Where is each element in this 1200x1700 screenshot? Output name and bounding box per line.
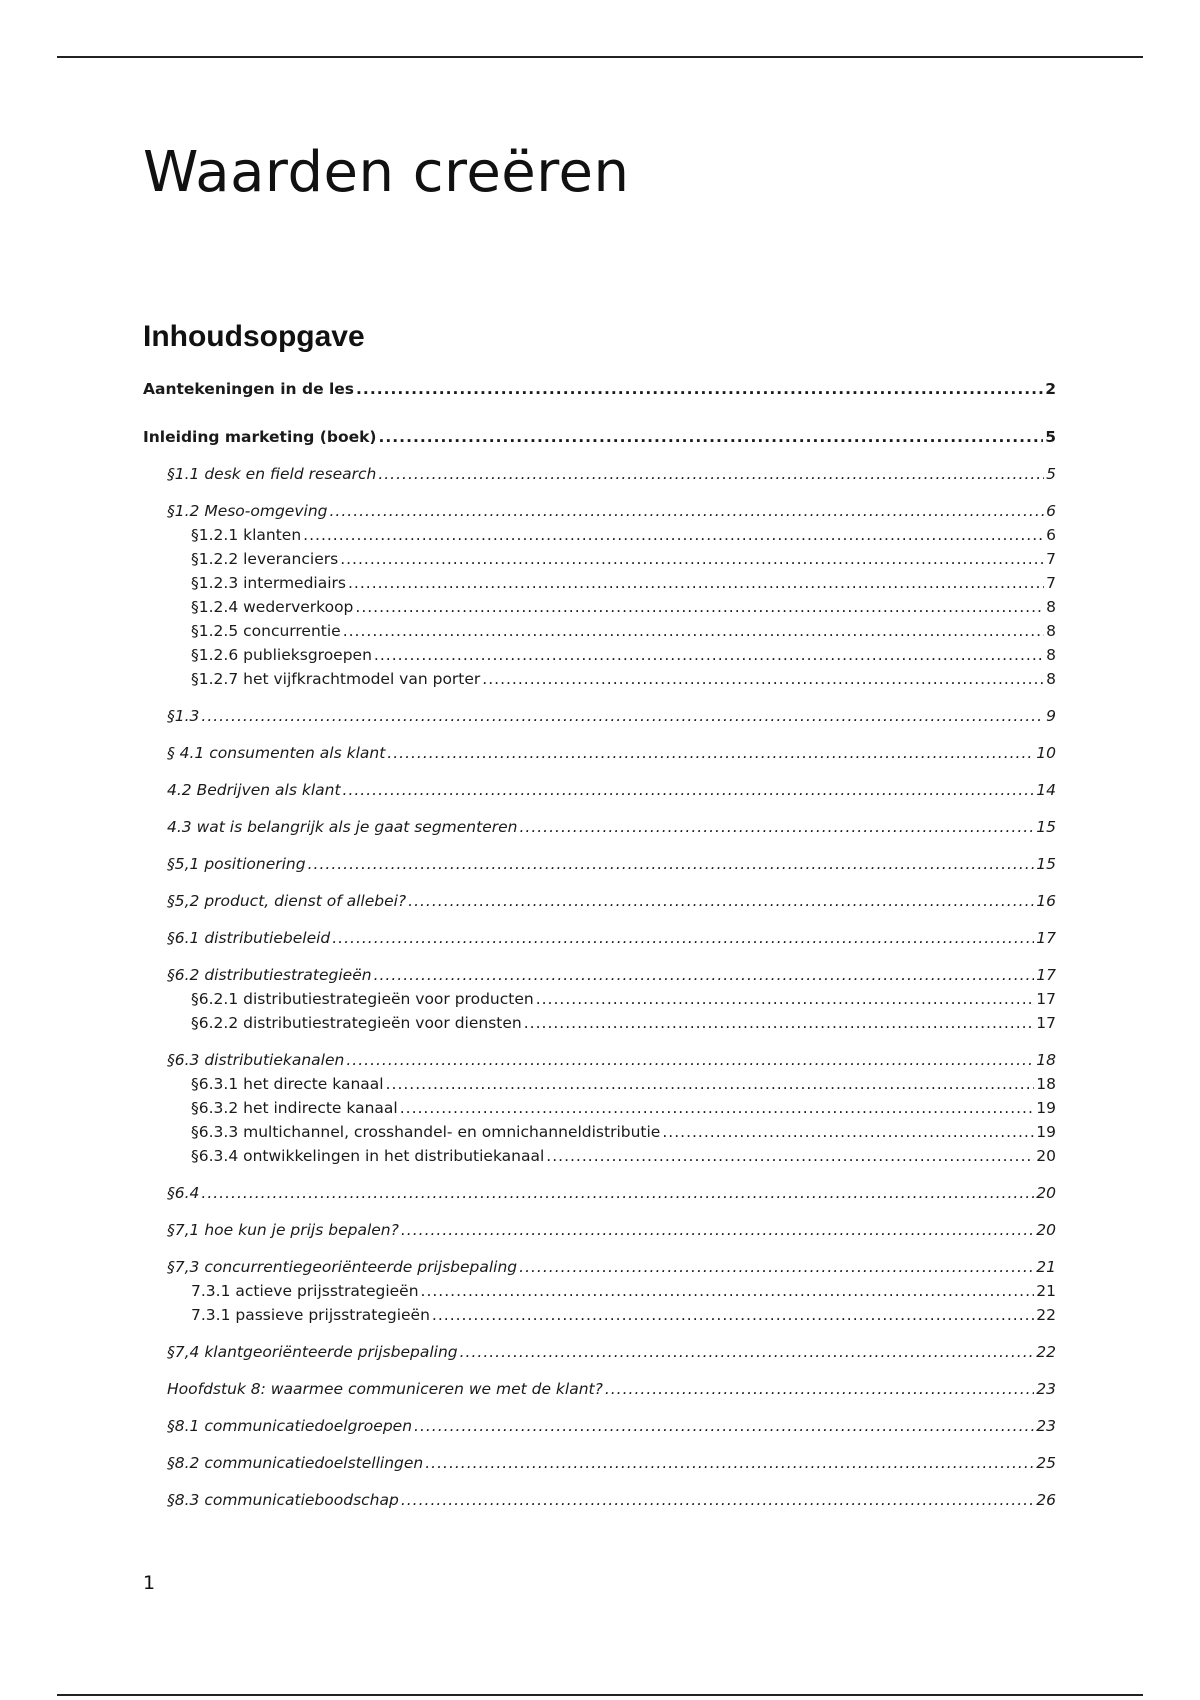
toc-entry[interactable] bbox=[143, 1343, 1056, 1367]
toc-leader bbox=[348, 574, 1044, 592]
toc-entry-page: 21 bbox=[1036, 1282, 1056, 1300]
toc-entry[interactable] bbox=[143, 1147, 1056, 1171]
toc-entry[interactable] bbox=[143, 622, 1056, 646]
toc-entry-label: §5,1 positionering bbox=[167, 855, 306, 873]
toc-entry-label: §1.2.5 concurrentie bbox=[191, 622, 341, 640]
toc-entry-label: Inleiding marketing (boek) bbox=[143, 428, 377, 446]
toc-entry-page: 22 bbox=[1036, 1343, 1056, 1361]
header-rule bbox=[57, 56, 1143, 58]
toc-entry[interactable] bbox=[143, 574, 1056, 598]
toc-entry-page: 22 bbox=[1036, 1306, 1056, 1324]
toc-entry-label: §1.2.4 wederverkoop bbox=[191, 598, 354, 616]
toc-entry-page: 18 bbox=[1036, 1075, 1056, 1093]
toc-leader bbox=[605, 1380, 1034, 1398]
toc-entry[interactable] bbox=[143, 1380, 1056, 1404]
toc-entry[interactable] bbox=[143, 707, 1056, 731]
toc-entry-label: §1.3 bbox=[167, 707, 200, 725]
toc-leader bbox=[460, 1343, 1035, 1361]
toc-entry-page: 23 bbox=[1036, 1417, 1056, 1435]
toc-entry-label: §1.2.7 het vijfkrachtmodel van porter bbox=[191, 670, 481, 688]
toc-entry-label: §5,2 product, dienst of allebei? bbox=[167, 892, 407, 910]
toc-entry-page: 14 bbox=[1036, 781, 1056, 799]
toc-entry-page: 10 bbox=[1036, 744, 1056, 762]
toc-entry-label: §1.2.3 intermediairs bbox=[191, 574, 346, 592]
toc-leader bbox=[332, 929, 1034, 947]
toc-leader bbox=[546, 1147, 1034, 1165]
toc-entry-page: 8 bbox=[1046, 598, 1056, 616]
toc-leader bbox=[201, 1184, 1034, 1202]
toc-entry[interactable] bbox=[143, 990, 1056, 1014]
toc-entry-page: 19 bbox=[1036, 1099, 1056, 1117]
toc-entry[interactable] bbox=[143, 1258, 1056, 1282]
toc-entry-label: §6.2.1 distributiestrategieën voor producten bbox=[191, 990, 534, 1008]
toc-leader bbox=[378, 465, 1044, 483]
toc-entry-label: §8.2 communicatiedoelstellingen bbox=[167, 1454, 424, 1472]
toc-entry-label: §7,4 klantgeoriënteerde prijsbepaling bbox=[167, 1343, 458, 1361]
toc-entry-label: §1.1 desk en field research bbox=[167, 465, 377, 483]
toc-entry-page: 15 bbox=[1036, 855, 1056, 873]
toc-leader bbox=[355, 598, 1044, 616]
toc-entry[interactable] bbox=[143, 966, 1056, 990]
table-of-contents bbox=[143, 380, 1056, 1515]
toc-entry-label: 4.3 wat is belangrijk als je gaat segmenteren bbox=[167, 818, 518, 836]
toc-leader bbox=[330, 502, 1045, 520]
toc-leader bbox=[374, 646, 1044, 664]
toc-entry[interactable] bbox=[143, 646, 1056, 670]
toc-entry[interactable] bbox=[143, 1417, 1056, 1441]
toc-entry-label: 4.2 Bedrijven als klant bbox=[167, 781, 341, 799]
toc-entry-label: §6.3.1 het directe kanaal bbox=[191, 1075, 384, 1093]
toc-leader bbox=[308, 855, 1035, 873]
toc-heading: Inhoudsopgave bbox=[143, 320, 365, 353]
toc-entry-label: §8.1 communicatiedoelgroepen bbox=[167, 1417, 413, 1435]
toc-entry[interactable] bbox=[143, 1491, 1056, 1515]
toc-entry-page: 20 bbox=[1036, 1147, 1056, 1165]
document-title: Waarden creëren bbox=[143, 140, 630, 205]
page-number: 1 bbox=[143, 1572, 156, 1594]
toc-leader bbox=[356, 380, 1043, 398]
toc-leader bbox=[340, 550, 1044, 568]
toc-entry[interactable] bbox=[143, 465, 1056, 489]
toc-entry-page: 5 bbox=[1045, 428, 1056, 446]
toc-entry-label: Hoofdstuk 8: waarmee communiceren we met de klant? bbox=[167, 1380, 603, 1398]
toc-entry-page: 9 bbox=[1046, 707, 1056, 725]
toc-leader bbox=[346, 1051, 1034, 1069]
toc-entry-page: 21 bbox=[1036, 1258, 1056, 1276]
toc-leader bbox=[662, 1123, 1034, 1141]
toc-entry-label: §7,1 hoe kun je prijs bepalen? bbox=[167, 1221, 399, 1239]
toc-entry[interactable] bbox=[143, 1099, 1056, 1123]
toc-leader bbox=[379, 428, 1044, 446]
toc-entry-label: 7.3.1 actieve prijsstrategieën bbox=[191, 1282, 419, 1300]
toc-entry-page: 17 bbox=[1036, 1014, 1056, 1032]
toc-entry-label: §6.3 distributiekanalen bbox=[167, 1051, 345, 1069]
toc-entry-label: §1.2.2 leveranciers bbox=[191, 550, 339, 568]
toc-entry-label: 7.3.1 passieve prijsstrategieën bbox=[191, 1306, 430, 1324]
toc-leader bbox=[387, 744, 1034, 762]
toc-entry-label: §8.3 communicatieboodschap bbox=[167, 1491, 399, 1509]
toc-leader bbox=[201, 707, 1044, 725]
toc-leader bbox=[343, 622, 1044, 640]
toc-leader bbox=[386, 1075, 1035, 1093]
toc-entry-page: 18 bbox=[1036, 1051, 1056, 1069]
toc-entry-label: Aantekeningen in de les bbox=[143, 380, 355, 398]
toc-entry-page: 8 bbox=[1046, 646, 1056, 664]
toc-entry[interactable] bbox=[143, 892, 1056, 916]
toc-leader bbox=[401, 1491, 1034, 1509]
toc-entry[interactable] bbox=[143, 1306, 1056, 1330]
toc-entry-page: 15 bbox=[1036, 818, 1056, 836]
toc-entry-page: 17 bbox=[1036, 966, 1056, 984]
toc-entry[interactable] bbox=[143, 1184, 1056, 1208]
toc-entry[interactable] bbox=[143, 502, 1056, 526]
toc-entry-page: 8 bbox=[1046, 670, 1056, 688]
toc-entry-page: 5 bbox=[1046, 465, 1056, 483]
toc-entry-page: 20 bbox=[1036, 1221, 1056, 1239]
toc-leader bbox=[303, 526, 1044, 544]
toc-leader bbox=[425, 1454, 1034, 1472]
toc-leader bbox=[536, 990, 1035, 1008]
toc-entry-label: §1.2.6 publieksgroepen bbox=[191, 646, 372, 664]
toc-entry-label: §1.2.1 klanten bbox=[191, 526, 302, 544]
toc-entry[interactable] bbox=[143, 1454, 1056, 1478]
toc-entry-page: 7 bbox=[1046, 574, 1056, 592]
toc-entry-label: §6.1 distributiebeleid bbox=[167, 929, 331, 947]
toc-leader bbox=[401, 1221, 1034, 1239]
toc-leader bbox=[524, 1014, 1035, 1032]
toc-entry-page: 6 bbox=[1046, 502, 1056, 520]
toc-entry-label: §6.3.4 ontwikkelingen in het distributiekanaal bbox=[191, 1147, 545, 1165]
toc-entry[interactable] bbox=[143, 526, 1056, 550]
toc-entry-page: 7 bbox=[1046, 550, 1056, 568]
toc-entry-label: §7,3 concurrentiegeoriënteerde prijsbepaling bbox=[167, 1258, 518, 1276]
toc-entry-page: 17 bbox=[1036, 929, 1056, 947]
toc-leader bbox=[408, 892, 1034, 910]
toc-entry[interactable] bbox=[143, 1075, 1056, 1099]
toc-entry-label: §6.4 bbox=[167, 1184, 200, 1202]
toc-entry-label: §6.2.2 distributiestrategieën voor diensten bbox=[191, 1014, 522, 1032]
toc-entry[interactable] bbox=[143, 550, 1056, 574]
toc-entry[interactable] bbox=[143, 1123, 1056, 1147]
toc-entry-label: §6.3.2 het indirecte kanaal bbox=[191, 1099, 398, 1117]
toc-entry[interactable] bbox=[143, 1221, 1056, 1245]
toc-entry[interactable] bbox=[143, 428, 1056, 452]
toc-entry[interactable] bbox=[143, 670, 1056, 694]
toc-leader bbox=[343, 781, 1035, 799]
toc-entry-page: 20 bbox=[1036, 1184, 1056, 1202]
toc-leader bbox=[482, 670, 1044, 688]
toc-entry[interactable] bbox=[143, 855, 1056, 879]
toc-entry[interactable] bbox=[143, 1282, 1056, 1306]
toc-entry-page: 17 bbox=[1036, 990, 1056, 1008]
toc-entry-label: §6.2 distributiestrategieën bbox=[167, 966, 372, 984]
toc-entry[interactable] bbox=[143, 929, 1056, 953]
toc-leader bbox=[519, 818, 1034, 836]
toc-entry[interactable] bbox=[143, 781, 1056, 805]
toc-leader bbox=[414, 1417, 1034, 1435]
toc-entry[interactable] bbox=[143, 1014, 1056, 1038]
toc-entry-page: 26 bbox=[1036, 1491, 1056, 1509]
toc-entry[interactable] bbox=[143, 744, 1056, 768]
toc-entry[interactable] bbox=[143, 380, 1056, 404]
toc-entry-page: 16 bbox=[1036, 892, 1056, 910]
toc-entry[interactable] bbox=[143, 598, 1056, 622]
toc-entry-label: §1.2 Meso-omgeving bbox=[167, 502, 328, 520]
toc-leader bbox=[421, 1282, 1035, 1300]
footer-rule bbox=[57, 1694, 1143, 1696]
toc-entry[interactable] bbox=[143, 818, 1056, 842]
toc-leader bbox=[374, 966, 1035, 984]
toc-entry-page: 8 bbox=[1046, 622, 1056, 640]
toc-entry-label: §6.3.3 multichannel, crosshandel- en omnichanneldistributie bbox=[191, 1123, 661, 1141]
toc-entry-page: 23 bbox=[1036, 1380, 1056, 1398]
toc-entry-page: 25 bbox=[1036, 1454, 1056, 1472]
toc-entry-page: 19 bbox=[1036, 1123, 1056, 1141]
toc-entry-label: § 4.1 consumenten als klant bbox=[167, 744, 386, 762]
toc-entry[interactable] bbox=[143, 1051, 1056, 1075]
toc-leader bbox=[519, 1258, 1034, 1276]
toc-leader bbox=[400, 1099, 1035, 1117]
toc-entry-page: 2 bbox=[1045, 380, 1056, 398]
toc-leader bbox=[432, 1306, 1034, 1324]
toc-entry-page: 6 bbox=[1046, 526, 1056, 544]
